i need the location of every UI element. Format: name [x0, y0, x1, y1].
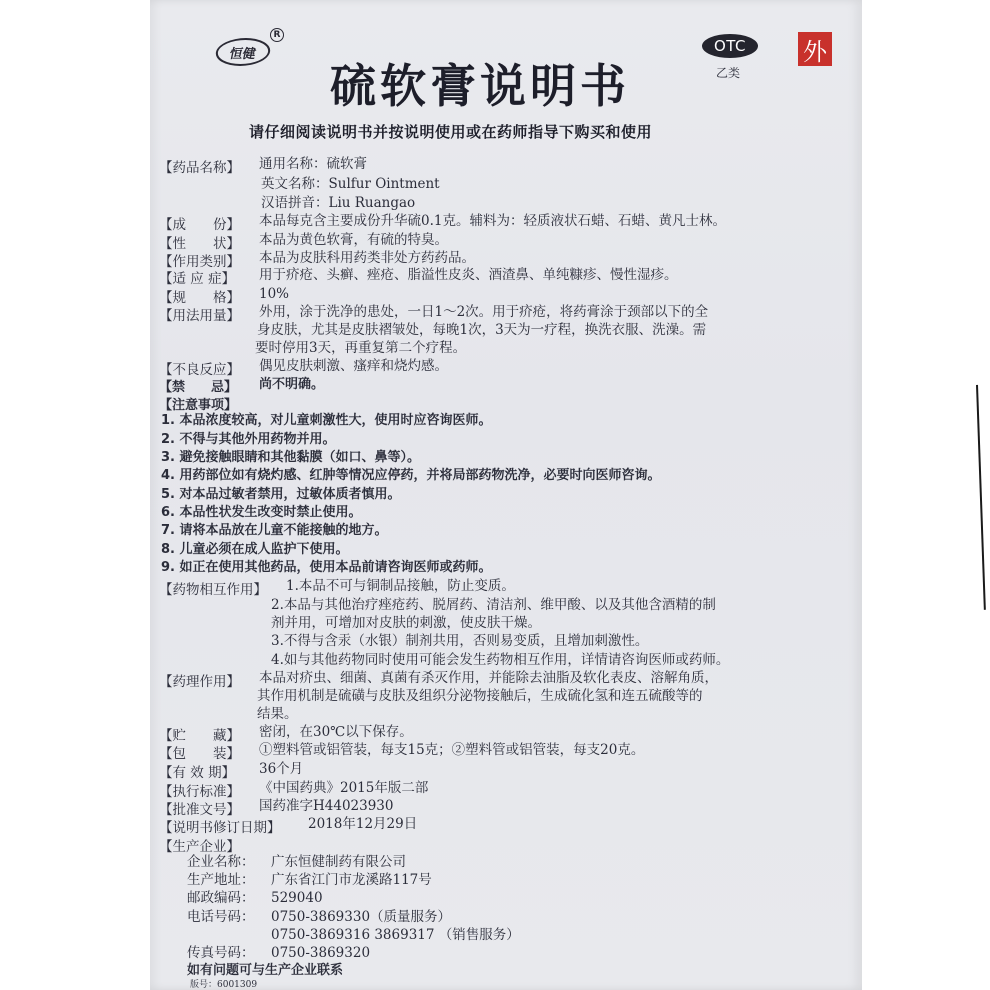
- english-name: 英文名称：Sulfur Ointment: [261, 176, 440, 192]
- manufacturer-label: 【生产企业】: [159, 839, 240, 855]
- ingredients-label: 【成 份】: [159, 217, 240, 233]
- precaution-item: 2. 不得与其他外用药物并用。: [161, 432, 336, 447]
- company-name: 广东恒健制药有限公司: [271, 854, 406, 870]
- company-address: 广东省江门市龙溪路117号: [271, 872, 432, 888]
- registered-mark-icon: R: [270, 28, 284, 42]
- revision-label: 【说明书修订日期】: [159, 820, 281, 836]
- properties-text: 本品为黄色软膏，有硫的特臭。: [259, 232, 448, 248]
- interaction-line: 剂并用，可增加对皮肤的刺激，使皮肤干燥。: [271, 615, 541, 631]
- phone-label: 电话号码：: [187, 909, 255, 925]
- pharmacology-line: 结果。: [257, 706, 298, 722]
- usage-line: 身皮肤，尤其是皮肤褶皱处，每晚1次，3天为一疗程，换洗衣服、洗澡。需: [257, 322, 707, 338]
- company-name-label: 企业名称：: [187, 854, 255, 870]
- generic-name: 通用名称：硫软膏: [259, 156, 367, 172]
- ingredients-text: 本品每克含主要成份升华硫0.1克。辅料为：轻质液状石蜡、石蜡、黄凡士林。: [259, 213, 726, 229]
- usage-label: 【用法用量】: [159, 308, 240, 324]
- revision-text: 2018年12月29日: [308, 816, 418, 832]
- phone-sales: 0750-3869316 3869317 （销售服务）: [271, 927, 520, 943]
- precaution-item: 8. 儿童必须在成人监护下使用。: [161, 542, 349, 557]
- postcode: 529040: [271, 890, 323, 906]
- reading-notice: 请仔细阅读说明书并按说明使用或在药师指导下购买和使用: [249, 123, 653, 141]
- precaution-item: 4. 用药部位如有烧灼感、红肿等情况应停药，并将局部药物洗净，必要时向医师咨询。: [161, 468, 661, 483]
- external-use-badge: 外: [798, 32, 832, 66]
- precaution-item: 5. 对本品过敏者禁用，过敏体质者慎用。: [161, 487, 401, 502]
- pinyin-name: 汉语拼音：Liu Ruangao: [261, 195, 416, 211]
- category-text: 本品为皮肤科用药类非处方药药品。: [259, 250, 475, 266]
- interaction-line: 3.不得与含汞（水银）制剂共用，否则易变质，且增加刺激性。: [271, 633, 649, 649]
- drug-name-label: 【药品名称】: [159, 160, 240, 176]
- stray-pen-line: [976, 385, 986, 610]
- contraindications-text: 尚不明确。: [259, 377, 325, 392]
- fax-number: 0750-3869320: [271, 945, 371, 961]
- otc-badge: OTC: [702, 34, 758, 58]
- interaction-line: 4.如与其他药物同时使用可能会发生药物相互作用，详情请咨询医师或药师。: [271, 652, 730, 668]
- phone-quality: 0750-3869330（质量服务）: [271, 909, 452, 925]
- storage-label: 【贮 藏】: [159, 728, 240, 744]
- version-number: 版号：6001309: [190, 980, 258, 990]
- postcode-label: 邮政编码：: [187, 890, 255, 906]
- otc-class-label: 乙类: [716, 66, 741, 80]
- precautions-label: 【注意事项】: [159, 398, 238, 413]
- precaution-item: 7. 请将本品放在儿童不能接触的地方。: [161, 523, 388, 538]
- properties-label: 【性 状】: [159, 236, 240, 252]
- storage-text: 密闭，在30℃以下保存。: [259, 724, 413, 740]
- usage-line: 要时停用3天，再重复第二个疗程。: [255, 340, 467, 356]
- package-label: 【包 装】: [159, 746, 240, 762]
- document-title: 硫软膏说明书: [330, 59, 630, 113]
- interaction-line: 2.本品与其他治疗痤疮药、脱屑药、清洁剂、维甲酸、以及其他含酒精的制: [271, 597, 716, 613]
- approval-text: 国药准字H44023930: [259, 798, 394, 814]
- pharmacology-label: 【药理作用】: [159, 674, 240, 690]
- adverse-text: 偶见皮肤刺激、瘙痒和烧灼感。: [259, 358, 448, 374]
- indications-label: 【适 应 症】: [159, 271, 236, 287]
- pharmacology-line: 本品对疥虫、细菌、真菌有杀灭作用，并能除去油脂及软化表皮、溶解角质，: [259, 670, 718, 686]
- spec-label: 【规 格】: [159, 290, 240, 306]
- spec-text: 10%: [259, 286, 290, 302]
- usage-line: 外用，涂于洗净的患处，一日1～2次。用于疥疮，将药膏涂于颈部以下的全: [259, 304, 709, 320]
- leaflet-paper: [150, 0, 862, 990]
- pharmacology-line: 其作用机制是硫磺与皮肤及组织分泌物接触后，生成硫化氢和连五硫酸等的: [257, 688, 703, 704]
- validity-label: 【有 效 期】: [159, 765, 236, 781]
- interaction-line: 1.本品不可与铜制品接触，防止变质。: [286, 578, 515, 594]
- precaution-item: 3. 避免接触眼睛和其他黏膜（如口、鼻等）。: [161, 450, 421, 465]
- contraindications-label: 【禁 忌】: [159, 380, 238, 395]
- precaution-item: 9. 如正在使用其他药品，使用本品前请咨询医师或药师。: [161, 560, 492, 575]
- fax-label: 传真号码：: [187, 945, 255, 961]
- category-label: 【作用类别】: [159, 254, 240, 270]
- validity-text: 36个月: [259, 761, 304, 777]
- standard-text: 《中国药典》2015年版二部: [259, 780, 429, 796]
- approval-label: 【批准文号】: [159, 802, 240, 818]
- precaution-item: 6. 本品性状发生改变时禁止使用。: [161, 505, 362, 520]
- adverse-label: 【不良反应】: [159, 362, 240, 378]
- indications-text: 用于疥疮、头癣、痤疮、脂溢性皮炎、酒渣鼻、单纯糠疹、慢性湿疹。: [259, 267, 678, 283]
- address-label: 生产地址：: [187, 872, 255, 888]
- contact-note: 如有问题可与生产企业联系: [187, 963, 344, 978]
- standard-label: 【执行标准】: [159, 784, 240, 800]
- brand-logo: 恒健: [213, 38, 273, 66]
- interactions-label: 【药物相互作用】: [159, 582, 267, 598]
- package-text: ①塑料管或铝管装，每支15克；②塑料管或铝管装，每支20克。: [259, 742, 645, 758]
- precaution-item: 1. 本品浓度较高，对儿童刺激性大，使用时应咨询医师。: [161, 413, 492, 428]
